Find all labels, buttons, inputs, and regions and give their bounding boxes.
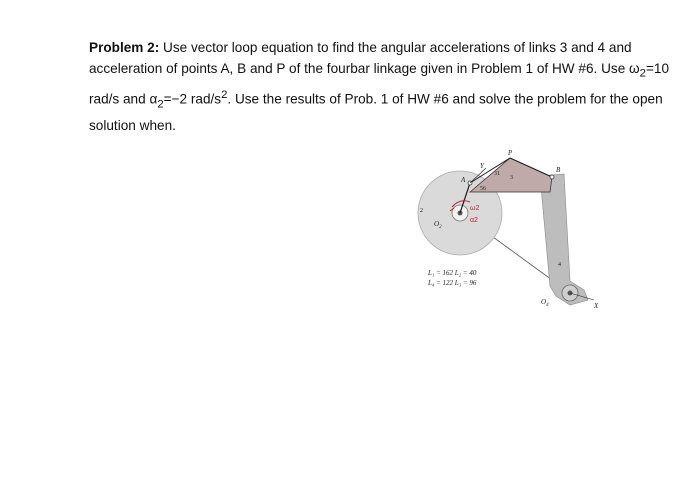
fourbar-linkage-figure: [400, 150, 620, 315]
label-p: P: [508, 150, 513, 157]
problem-text-part1: Use vector loop equation to find the angular accelerations of links 3 and 4 and acceleration of points A, B and P of the fourbar linkage given in Problem 1 of HW #6. Use ω: [89, 40, 640, 76]
label-o2: $O_2$: [434, 220, 442, 230]
angle-56-label: 56: [480, 186, 486, 192]
link-4-number: 4: [558, 262, 561, 268]
problem-text-part2: =10 rad/s and: [89, 61, 670, 107]
problem-text-part3: =−2 rad/s: [163, 91, 222, 107]
alpha2-annotation: α2: [470, 217, 478, 224]
problem-heading: Problem 2:: [89, 40, 160, 55]
link-3-number: 3: [510, 175, 513, 181]
label-o4: $O_4$: [541, 298, 549, 308]
alpha-subscript: 2: [157, 97, 164, 110]
problem-statement: [89, 37, 679, 136]
alpha-symbol: α: [149, 91, 158, 107]
omega-subscript: 2: [639, 67, 646, 80]
rocker-link-4: [540, 174, 588, 305]
omega2-annotation: ω2: [470, 205, 480, 212]
problem-text-part4: . Use the results of Prob. 1 of HW #6 and solve the problem for the open solution when.: [89, 91, 663, 133]
angle-31-label: 31: [494, 171, 500, 177]
dimensions-line-1: L₁ = 162 L₂ = 40: [428, 269, 477, 277]
squared-superscript: 2: [221, 88, 228, 101]
label-x: X: [594, 302, 599, 310]
link-2-number: 2: [420, 208, 423, 214]
label-y: Y: [480, 162, 484, 170]
joint-b: [550, 175, 554, 179]
label-a: A: [461, 176, 466, 184]
dimensions-line-2: L₄ = 122 L₃ = 96: [428, 279, 477, 287]
label-b: B: [556, 166, 561, 174]
